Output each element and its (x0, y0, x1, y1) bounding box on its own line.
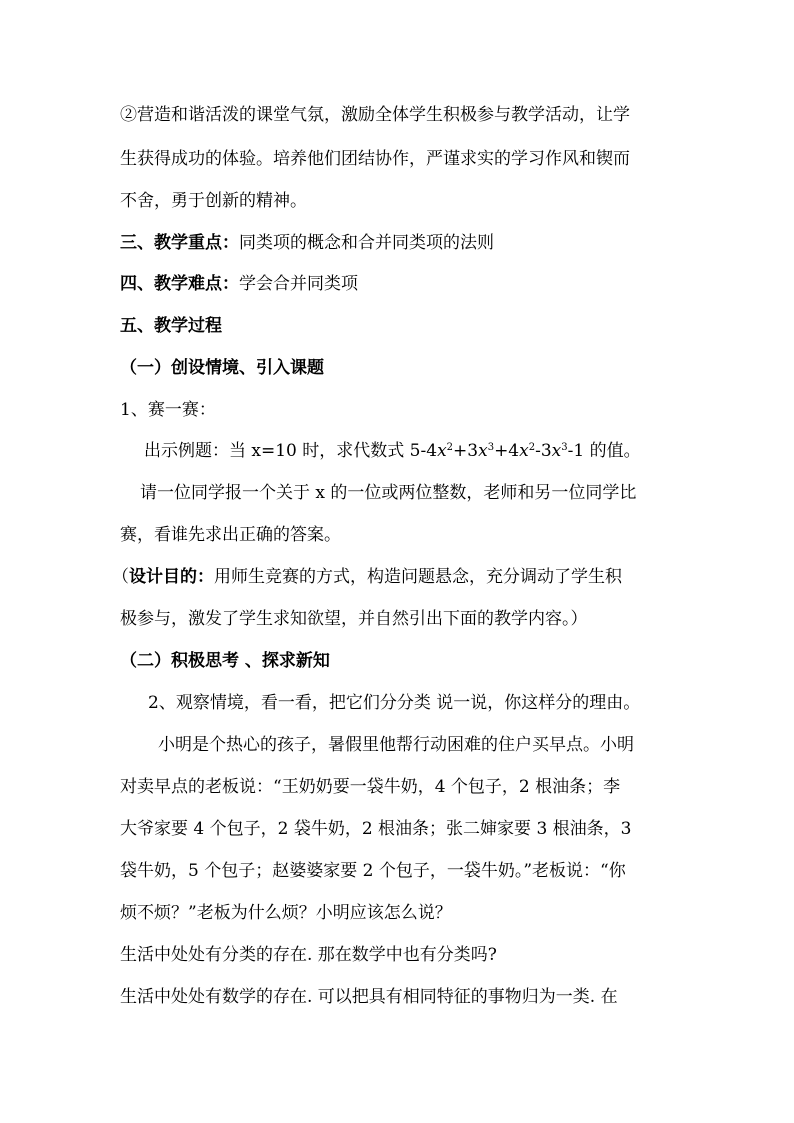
teaching-process-heading: 五、教学过程 (120, 316, 222, 336)
classification-line-2: 生活中处处有数学的存在. 可以把具有相同特征的事物归为一类. 在 (120, 987, 618, 1007)
exp-2: 3 (487, 442, 495, 453)
design-purpose-text: 用师生竞赛的方式，构造问题悬念，充分调动了学生积 (214, 567, 622, 587)
exp-4: 3 (561, 442, 568, 453)
classification-line-1: 生活中处处有分类的存在. 那在数学中也有分类吗? (120, 945, 497, 965)
design-purpose-line-1 (112, 566, 622, 588)
example-prefix: 出示例题：当 x=10 时，求代数式 5-4 (144, 441, 438, 461)
op-3: -3 (535, 441, 552, 461)
exp-3: 2 (528, 442, 536, 453)
teaching-difficulty (120, 273, 358, 295)
item-1-contest: 1、赛一赛： (120, 400, 216, 420)
var-x-1: x (437, 441, 447, 461)
teaching-difficulty-text: 学会合并同类项 (239, 274, 358, 294)
paragraph-goal-line-2: 生获得成功的体验。培养他们团结协作，严谨求实的学习作风和锲而 (120, 149, 630, 169)
design-purpose-label: 设计目的： (129, 567, 214, 587)
teaching-focus-text: 同类项的概念和合并同类项的法则 (239, 233, 494, 253)
example-suffix: -1 的值。 (567, 441, 641, 461)
var-x-3: x (519, 441, 529, 461)
paragraph-goal-line-1: ②营造和谐活泼的课堂气氛，激励全体学生积极参与教学活动，让学 (120, 105, 630, 125)
story-line-1: 小明是个热心的孩子，暑假里他帮行动困难的住户买早点。小明 (158, 735, 634, 755)
teaching-focus (120, 232, 494, 254)
teaching-difficulty-label: 四、教学难点： (120, 274, 239, 294)
teaching-focus-label: 三、教学重点： (120, 233, 239, 253)
paragraph-goal-line-3: 不舍，勇于创新的精神。 (120, 191, 307, 211)
design-purpose-line-2: 极参与，激发了学生求知欲望，并自然引出下面的教学内容。） (120, 609, 588, 629)
contest-paragraph-line-2: 赛，看谁先求出正确的答案。 (120, 525, 341, 545)
story-line-3: 大爷家要 4 个包子，2 袋牛奶，2 根油条；张二婶家要 3 根油条，3 (120, 819, 632, 839)
op-2: +4 (494, 441, 520, 461)
story-line-4: 袋牛奶，5 个包子；赵婆婆家要 2 个包子，一袋牛奶。”老板说：“你 (120, 861, 626, 881)
section-2-heading: （二）积极思考 、探求新知 (120, 651, 330, 671)
item-2-observe: 2、观察情境，看一看，把它们分分类 说一说，你这样分的理由。 (148, 693, 641, 713)
var-x-2: x (478, 441, 488, 461)
example-expression-line (144, 440, 641, 462)
design-open-paren: （ (112, 567, 129, 587)
story-line-5: 烦不烦？”老板为什么烦？小明应该怎么说？ (120, 903, 452, 923)
section-1-heading: （一）创设情境、引入课题 (120, 358, 324, 378)
var-x-4: x (551, 441, 562, 461)
story-line-2: 对卖早点的老板说：“王奶奶要一袋牛奶，4 个包子，2 根油条；李 (120, 777, 621, 797)
contest-paragraph-line-1: 请一位同学报一个关于 x 的一位或两位整数，老师和另一位同学比 (140, 483, 637, 503)
op-1: +3 (453, 441, 479, 461)
exp-1: 2 (446, 442, 454, 453)
